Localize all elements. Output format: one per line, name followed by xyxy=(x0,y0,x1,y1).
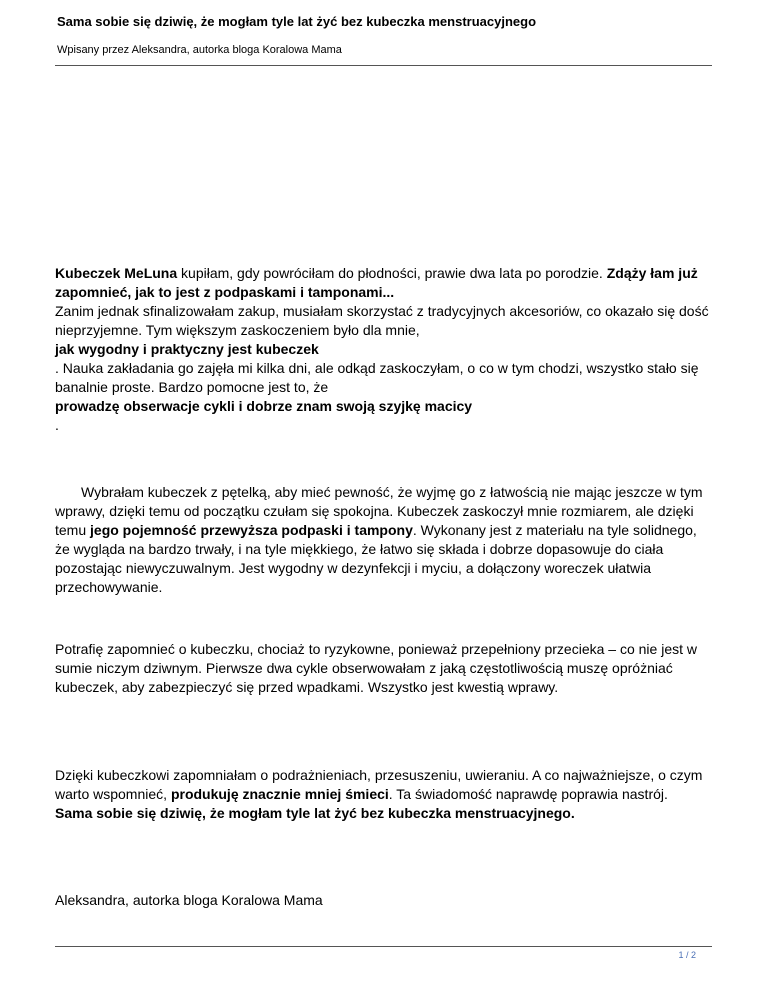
bold-text: jego pojemność przewyższa podpaski i tampony xyxy=(90,522,413,538)
body-text: . xyxy=(55,417,59,433)
signature xyxy=(55,891,715,910)
paragraph-choice xyxy=(55,483,715,597)
body-text: Wybrałam kubeczek z pętelką, aby mieć pewność, że wyjmę go z łatwością nie mając jeszcze w tym wprawy, dzięki temu od początku czułam się spokojna. Kubeczek zaskoczył mnie rozmiarem, ale dzięki temu xyxy=(55,484,703,538)
paragraph-intro-line1 xyxy=(55,264,715,302)
page-number: 1 / 2 xyxy=(678,950,696,960)
bold-text: Zdąży łam już zapomnieć, jak to jest z podpaskami i tamponami... xyxy=(55,265,698,300)
signature-text: Aleksandra, autorka bloga Koralowa Mama xyxy=(55,892,323,908)
body-text: . Ta świadomość naprawdę poprawia nastrój. xyxy=(388,786,668,802)
paragraph-choice-text xyxy=(55,483,715,597)
body-text: . Nauka zakładania go zajęła mi kilka dni, ale odkąd zaskoczyłam, o co w tym chodzi, wszystko stało się banalnie proste. Bardzo pomocne jest to, że xyxy=(55,360,699,395)
bold-text: produkuję znacznie mniej śmieci xyxy=(170,786,389,802)
paragraph-forget xyxy=(55,640,715,697)
paragraph-intro xyxy=(55,264,715,435)
footer-divider xyxy=(55,946,712,947)
body-text: Zanim jednak sfinalizowałam zakup, musiałam skorzystać z tradycyjnych akcesoriów, co okazało się dość nieprzyjemne. Tym większym zaskoczeniem było dla mnie, xyxy=(55,303,709,338)
body-text: Dzięki kubeczkowi zapomniałam o podrażnieniach, przesuszeniu, uwieraniu. A co najważniejsze, o czym warto wspomnieć, xyxy=(55,767,703,802)
page-title: Sama sobie się dziwię, że mogłam tyle lat żyć bez kubeczka menstruacyjnego xyxy=(57,14,537,29)
bold-text: prowadzę obserwacje cykli i dobrze znam swoją szyjkę macicy xyxy=(55,398,473,414)
paragraph-benefits xyxy=(55,766,715,823)
bold-text: Sama sobie się dziwię, że mogłam tyle lat żyć bez kubeczka menstruacyjnego. xyxy=(55,805,575,821)
paragraph-benefits-text xyxy=(55,766,715,804)
page-subtitle: Wpisany przez Aleksandra, autorka bloga Koralowa Mama xyxy=(57,44,342,56)
body-text: Potrafię zapomnieć o kubeczku, chociaż to ryzykowne, ponieważ przepełniony przecieka – co nie jest w sumie niczym dziwnym. Pierwsze dwa cykle obserwowałam z jaką częstotliwością muszę opróżniać kubeczek, aby zabezpieczyć się przed wpadkami. Wszystko jest kwestią wprawy. xyxy=(55,641,697,695)
body-text: . Wykonany jest z materiału na tyle solidnego, że wygląda na bardzo trwały, i na tyle miękkiego, że łatwo się składa i dobrze dopasowuje do ciała pozostając niewyczuwalnym. Jest wygodny w dezynfekcji i myciu, a dołączony woreczek ułatwia przechowywanie. xyxy=(55,522,697,595)
body-text: kupiłam, gdy powróciłam do płodności, prawie dwa lata po porodzie. xyxy=(177,265,607,281)
bold-text: jak wygodny i praktyczny jest kubeczek xyxy=(55,341,319,357)
header-divider xyxy=(55,65,712,66)
bold-text: Kubeczek MeLuna xyxy=(55,265,178,281)
